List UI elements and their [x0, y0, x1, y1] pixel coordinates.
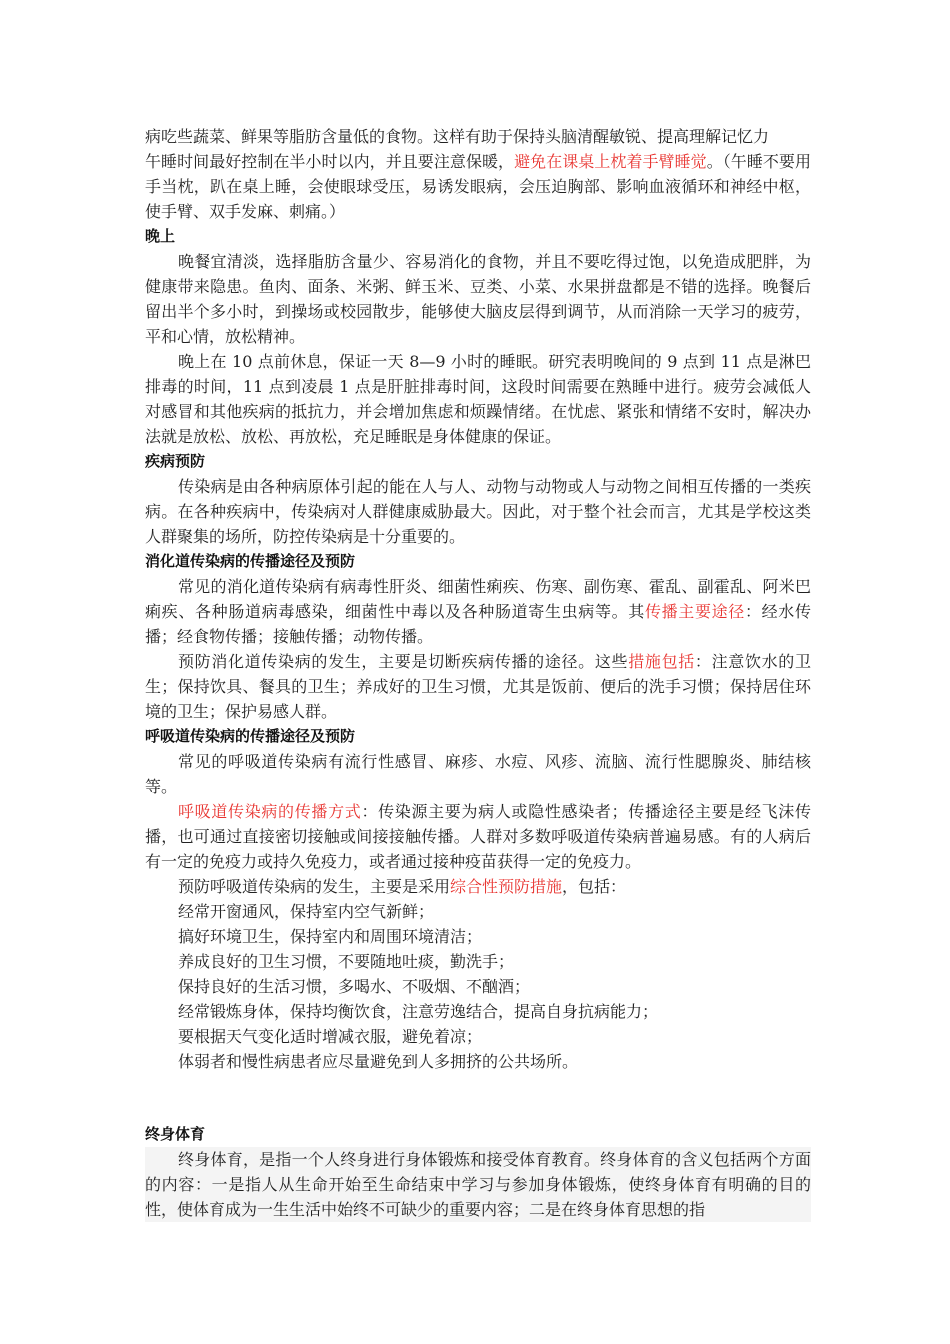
evening-paragraph-dinner: 晚餐宜清淡，选择脂肪含量少、容易消化的食物，并且不要吃得过饱，以免造成肥胖，为健康带来隐患。鱼肉、面条、米粥、鲜玉米、豆类、小菜、水果拼盘都是不错的选择。晚餐后留出半个多小时，到操场或校园散步，能够使大脑皮层得到调节，从而消除一天学习的疲劳，平和心情，放松精神。 [145, 252, 811, 346]
intro-line: 病吃些蔬菜、鲜果等脂肪含量低的食物。这样有助于保持头脑清醒敏锐、提高理解记忆力 [145, 127, 770, 146]
list-item: 搞好环境卫生，保持室内和周围环境清洁； [178, 927, 483, 946]
section-heading-prevention: 疾病预防 [145, 452, 206, 470]
section-heading-digestive: 消化道传染病的传播途径及预防 [145, 552, 356, 570]
nap-paragraph [145, 149, 811, 224]
respiratory-highlight-spread: 呼吸道传染病的传播方式 [178, 802, 362, 821]
digestive-highlight-measures: 措施包括 [628, 652, 695, 671]
digestive-text-2-end: ：注意饮水的卫生；保持饮具、餐具的卫生；养成好的卫生习惯，尤其是饭前、便后的洗手习惯；保持居住环境的卫生；保护易感人群。 [145, 652, 811, 721]
nap-highlight: 避免在课桌上枕着手臂睡觉 [514, 152, 707, 171]
respiratory-paragraph-3 [145, 874, 811, 899]
digestive-paragraph-1 [145, 574, 811, 649]
respiratory-text-3: 预防呼吸道传染病的发生，主要是采用 [178, 877, 451, 896]
section-heading-evening: 晚上 [145, 227, 176, 245]
respiratory-paragraph-1: 常见的呼吸道传染病有流行性感冒、麻疹、水痘、风疹、流脑、流行性腮腺炎、肺结核等。 [145, 752, 811, 796]
respiratory-text-3-end: ，包括： [562, 877, 627, 896]
digestive-text-end: ：经水传播；经食物传播；接触传播；动物传播。 [145, 602, 811, 646]
list-item: 要根据天气变化适时增减衣服，避免着凉； [178, 1027, 483, 1046]
section-heading-lifelong: 终身体育 [145, 1125, 206, 1143]
respiratory-highlight-measures: 综合性预防措施 [450, 877, 563, 896]
digestive-paragraph-2 [145, 649, 811, 724]
digestive-text: 常见的消化道传染病有病毒性肝炎、细菌性痢疾、伤寒、副伤寒、霍乱、副霍乱、阿米巴痢疾、各种肠道病毒感染，细菌性中毒以及各种肠道寄生虫病等。其 [145, 577, 811, 621]
section-spacer [145, 1074, 811, 1122]
respiratory-paragraph-2 [145, 799, 811, 874]
section-heading-respiratory: 呼吸道传染病的传播途径及预防 [145, 727, 356, 745]
digestive-highlight-route: 传播主要途径 [644, 602, 745, 621]
nap-text: 午睡时间最好控制在半小时以内，并且要注意保暖， [145, 152, 515, 171]
nap-text-end: 。（午睡不要用手当枕，趴在桌上睡，会使眼球受压，易诱发眼病，会压迫胸部、影响血液循环和神经中枢，使手臂、双手发麻、刺痛。） [145, 152, 811, 221]
list-item: 经常锻炼身体，保持均衡饮食，注意劳逸结合，提高自身抗病能力； [178, 1002, 659, 1021]
respiratory-text-2: ：传染源主要为病人或隐性感染者；传播途径主要是经飞沫传播，也可通过直接密切接触或间接接触传播。人群对多数呼吸道传染病普遍易感。有的人病后有一定的免疫力或持久免疫力，或者通过接种疫苗获得一定的免疫力。 [145, 802, 811, 871]
prevention-paragraph: 传染病是由各种病原体引起的能在人与人、动物与动物或人与动物之间相互传播的一类疾病。在各种疾病中，传染病对人群健康威胁最大。因此，对于整个社会而言，尤其是学校这类人群聚集的场所，防控传染病是十分重要的。 [145, 477, 811, 546]
list-item: 养成良好的卫生习惯，不要随地吐痰，勤洗手； [178, 952, 515, 971]
list-item: 保持良好的生活习惯，多喝水、不吸烟、不酗酒； [178, 977, 531, 996]
document-body [145, 124, 811, 1222]
lifelong-paragraph: 终身体育，是指一个人终身进行身体锻炼和接受体育教育。终身体育的含义包括两个方面的内容：一是指人从生命开始至生命结束中学习与参加身体锻炼，使终身体育有明确的目的性，使体育成为一生生活中始终不可缺少的重要内容；二是在终身体育思想的指 [145, 1147, 811, 1222]
list-item: 经常开窗通风，保持室内空气新鲜； [178, 902, 435, 921]
digestive-text-2: 预防消化道传染病的发生，主要是切断疾病传播的途径。这些 [178, 652, 629, 671]
list-item: 体弱者和慢性病患者应尽量避免到人多拥挤的公共场所。 [178, 1052, 579, 1071]
evening-paragraph-sleep: 晚上在 10 点前休息，保证一天 8—9 小时的睡眠。研究表明晚间的 9 点到 11 点是淋巴排毒的时间，11 点到凌晨 1 点是肝脏排毒时间，这段时间需要在熟睡中进行。疲劳会减低人对感冒和其他疾病的抵抗力，并会增加焦虑和烦躁情绪。在忧虑、紧张和情绪不安时，解决办法就是放松、放松、再放松，充足睡眠是身体健康的保证。 [145, 352, 811, 446]
